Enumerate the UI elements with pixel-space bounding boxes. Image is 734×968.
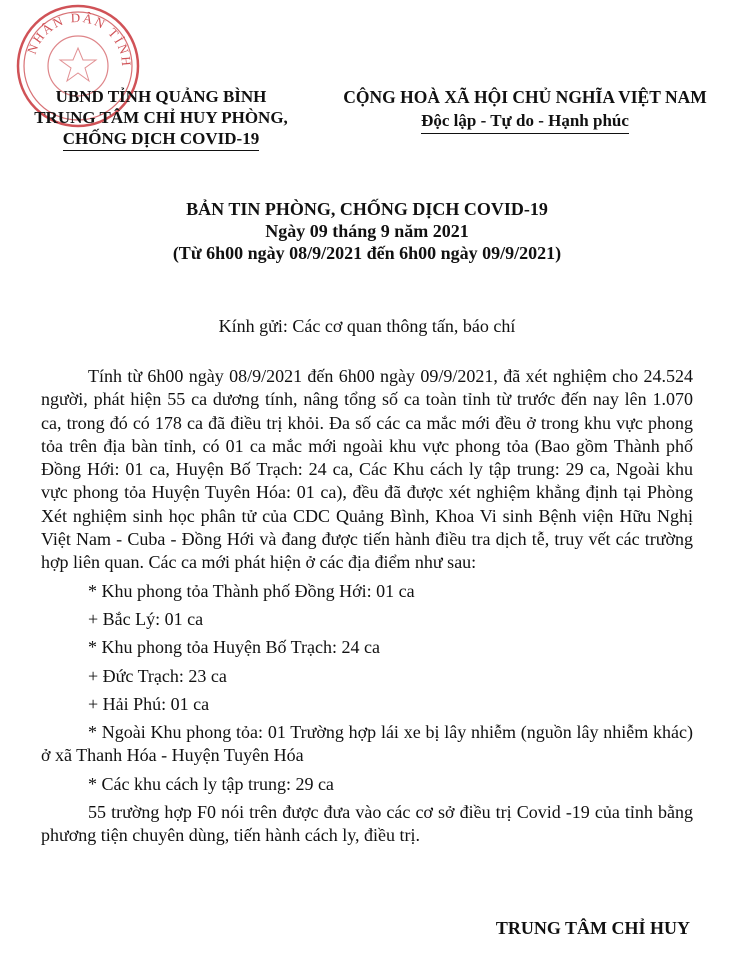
issuer-line-1: UBND TỈNH QUẢNG BÌNH	[55, 87, 267, 106]
title-line-2: Ngày 09 tháng 9 năm 2021	[265, 221, 469, 241]
list-item: * Các khu cách ly tập trung: 29 ca	[88, 773, 334, 794]
svg-text:NHÂN DÂN TỈNH: NHÂN DÂN TỈNH	[23, 9, 135, 69]
document-body	[41, 365, 693, 848]
document-title	[0, 198, 734, 264]
issuer-line-3	[6, 128, 316, 151]
list-item: + Hải Phú: 01 ca	[88, 693, 210, 714]
summary-paragraph: Tính từ 6h00 ngày 08/9/2021 đến 6h00 ngày 09/9/2021, đã xét nghiệm cho 24.524 người, phát hiện 55 ca dương tính, nâng tổng số ca toàn tỉnh từ trước đến nay lên 1.070 ca, trong đó có 178 ca đã điều trị khỏi. Đa số các ca mắc mới đều ở trong khu vực phong tỏa trên địa bàn tỉnh, có 01 ca mắc mới ngoài khu vực phong tỏa (Bao gồm Thành phố Đồng Hới: 01 ca, Huyện Bố Trạch: 24 ca, Các Khu cách ly tập trung: 29 ca, Ngoài khu vực phong tỏa Huyện Tuyên Hóa: 01 ca), đều đã được xét nghiệm khẳng định tại Phòng Xét nghiệm sinh học phân tử của CDC Quảng Bình, Khoa Vi sinh Bệnh viện Hữu Nghị Việt Nam - Cuba - Đồng Hới và đang được tiến hành điều tra dịch tễ, truy vết các trường hợp liên quan. Các ca mới phát hiện ở các địa điểm như sau:	[41, 366, 693, 573]
recipient-line: Kính gửi: Các cơ quan thông tấn, báo chí	[218, 316, 516, 336]
list-item: + Bắc Lý: 01 ca	[88, 608, 204, 629]
national-name: CỘNG HOÀ XÃ HỘI CHỦ NGHĨA VIỆT NAM	[343, 87, 707, 107]
issuer-block	[6, 86, 316, 151]
list-item: + Đức Trạch: 23 ca	[88, 665, 227, 686]
list-item: * Khu phong tỏa Huyện Bố Trạch: 24 ca	[88, 637, 380, 658]
list-item: * Khu phong tỏa Thành phố Đồng Hới: 01 ca	[88, 580, 415, 601]
list-item: * Ngoài Khu phong tỏa: 01 Trường hợp lái xe bị lây nhiễm (nguồn lây nhiễm khác) ở xã Thanh Hóa - Huyện Tuyên Hóa	[41, 722, 693, 766]
closing-paragraph: 55 trường hợp F0 nói trên được đưa vào các cơ sở điều trị Covid -19 của tỉnh bằng phương tiện chuyên dùng, tiến hành cách ly, điều trị.	[41, 802, 693, 846]
issuer-line-2: TRUNG TÂM CHỈ HUY PHÒNG,	[34, 108, 288, 127]
motto-text: Độc lập - Tự do - Hạnh phúc	[421, 109, 629, 134]
issuer-line-3-text: CHỐNG DỊCH COVID-19	[63, 128, 259, 151]
national-motto-block	[316, 86, 734, 134]
title-line-1: BẢN TIN PHÒNG, CHỐNG DỊCH COVID-19	[186, 199, 548, 219]
title-line-3: (Từ 6h00 ngày 08/9/2021 đến 6h00 ngày 09/9/2021)	[172, 243, 562, 263]
motto-line	[316, 109, 734, 134]
signature-block: TRUNG TÂM CHỈ HUY	[495, 918, 690, 938]
